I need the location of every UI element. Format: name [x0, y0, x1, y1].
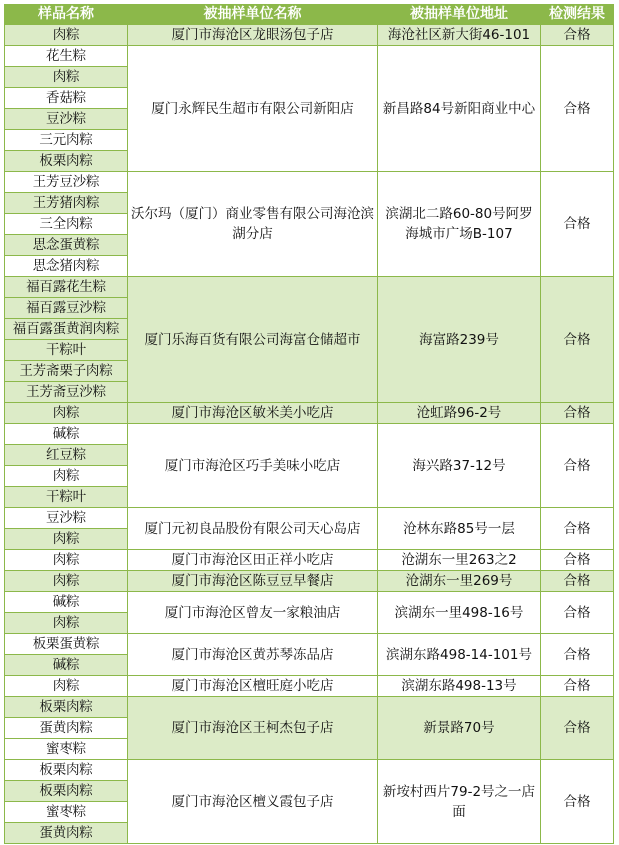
unit-address-cell: 沧虹路96-2号 — [378, 403, 541, 424]
result-cell: 合格 — [541, 550, 614, 571]
table-row — [5, 172, 614, 193]
result-cell: 合格 — [541, 634, 614, 676]
result-cell: 合格 — [541, 46, 614, 172]
table-row — [5, 25, 614, 46]
table-row — [5, 634, 614, 655]
unit-address-cell: 沧湖东一里263之2 — [378, 550, 541, 571]
unit-address-cell: 海兴路37-12号 — [378, 424, 541, 508]
sample-name-cell: 肉粽 — [5, 613, 128, 634]
table-body — [5, 25, 614, 844]
result-cell: 合格 — [541, 697, 614, 760]
sample-name-cell: 豆沙粽 — [5, 109, 128, 130]
unit-address-cell: 沧林东路85号一层 — [378, 508, 541, 550]
sample-name-cell: 豆沙粽 — [5, 508, 128, 529]
sample-name-cell: 干粽叶 — [5, 487, 128, 508]
sample-name-cell: 碱粽 — [5, 655, 128, 676]
unit-name-cell: 厦门市海沧区龙眼汤包子店 — [128, 25, 378, 46]
table-row — [5, 697, 614, 718]
unit-name-cell: 厦门市海沧区曾友一家粮油店 — [128, 592, 378, 634]
sample-name-cell: 板栗肉粽 — [5, 151, 128, 172]
table-row — [5, 46, 614, 67]
table-row — [5, 403, 614, 424]
sample-name-cell: 干粽叶 — [5, 340, 128, 361]
unit-address-cell: 滨湖东一里498-16号 — [378, 592, 541, 634]
inspection-table — [4, 4, 614, 844]
sample-name-cell: 三元肉粽 — [5, 130, 128, 151]
header-sample-name: 样品名称 — [5, 5, 128, 25]
result-cell: 合格 — [541, 277, 614, 403]
header-unit-address: 被抽样单位地址 — [378, 5, 541, 25]
result-cell: 合格 — [541, 571, 614, 592]
sample-name-cell: 福百露豆沙粽 — [5, 298, 128, 319]
result-cell: 合格 — [541, 592, 614, 634]
sample-name-cell: 思念猪肉粽 — [5, 256, 128, 277]
result-cell: 合格 — [541, 508, 614, 550]
sample-name-cell: 王芳斋栗子肉粽 — [5, 361, 128, 382]
unit-address-cell: 沧湖东一里269号 — [378, 571, 541, 592]
unit-name-cell: 厦门市海沧区陈豆豆早餐店 — [128, 571, 378, 592]
unit-address-cell: 滨湖北二路60-80号阿罗海城市广场B-107 — [378, 172, 541, 277]
sample-name-cell: 碱粽 — [5, 424, 128, 445]
sample-name-cell: 思念蛋黄粽 — [5, 235, 128, 256]
unit-name-cell: 厦门乐海百货有限公司海富仓储超市 — [128, 277, 378, 403]
sample-name-cell: 蛋黄肉粽 — [5, 718, 128, 739]
unit-name-cell: 厦门市海沧区巧手美味小吃店 — [128, 424, 378, 508]
sample-name-cell: 肉粽 — [5, 571, 128, 592]
sample-name-cell: 蜜枣粽 — [5, 802, 128, 823]
sample-name-cell: 蛋黄肉粽 — [5, 823, 128, 844]
unit-address-cell: 新昌路84号新阳商业中心 — [378, 46, 541, 172]
result-cell: 合格 — [541, 676, 614, 697]
sample-name-cell: 肉粽 — [5, 67, 128, 88]
sample-name-cell: 板栗蛋黄粽 — [5, 634, 128, 655]
table-row — [5, 508, 614, 529]
header-row — [5, 5, 614, 25]
sample-name-cell: 肉粽 — [5, 550, 128, 571]
table-row — [5, 592, 614, 613]
unit-name-cell: 厦门永辉民生超市有限公司新阳店 — [128, 46, 378, 172]
table-row — [5, 760, 614, 781]
unit-address-cell: 海富路239号 — [378, 277, 541, 403]
sample-name-cell: 花生粽 — [5, 46, 128, 67]
table-row — [5, 571, 614, 592]
header-result: 检测结果 — [541, 5, 614, 25]
sample-name-cell: 板栗肉粽 — [5, 781, 128, 802]
sample-name-cell: 王芳豆沙粽 — [5, 172, 128, 193]
sample-name-cell: 肉粽 — [5, 676, 128, 697]
unit-address-cell: 新垵村西片79-2号之一店面 — [378, 760, 541, 844]
sample-name-cell: 福百露花生粽 — [5, 277, 128, 298]
table-row — [5, 550, 614, 571]
sample-name-cell: 板栗肉粽 — [5, 760, 128, 781]
unit-address-cell: 新景路70号 — [378, 697, 541, 760]
sample-name-cell: 王芳斋豆沙粽 — [5, 382, 128, 403]
result-cell: 合格 — [541, 172, 614, 277]
sample-name-cell: 碱粽 — [5, 592, 128, 613]
sample-name-cell: 福百露蛋黄润肉粽 — [5, 319, 128, 340]
unit-name-cell: 厦门市海沧区敏米美小吃店 — [128, 403, 378, 424]
result-cell: 合格 — [541, 403, 614, 424]
sample-name-cell: 三全肉粽 — [5, 214, 128, 235]
table-row — [5, 676, 614, 697]
sample-name-cell: 蜜枣粽 — [5, 739, 128, 760]
unit-name-cell: 厦门市海沧区檀义霞包子店 — [128, 760, 378, 844]
unit-name-cell: 厦门市海沧区黄苏琴冻品店 — [128, 634, 378, 676]
unit-address-cell: 海沧社区新大街46-101 — [378, 25, 541, 46]
unit-address-cell: 滨湖东路498-13号 — [378, 676, 541, 697]
sample-name-cell: 香菇粽 — [5, 88, 128, 109]
unit-name-cell: 厦门市海沧区王柯杰包子店 — [128, 697, 378, 760]
sample-name-cell: 肉粽 — [5, 25, 128, 46]
unit-name-cell: 厦门市海沧区檀旺庭小吃店 — [128, 676, 378, 697]
result-cell: 合格 — [541, 25, 614, 46]
unit-name-cell: 沃尔玛（厦门）商业零售有限公司海沧滨湖分店 — [128, 172, 378, 277]
unit-name-cell: 厦门市海沧区田正祥小吃店 — [128, 550, 378, 571]
sample-name-cell: 红豆粽 — [5, 445, 128, 466]
table-row — [5, 277, 614, 298]
result-cell: 合格 — [541, 424, 614, 508]
sample-name-cell: 王芳猪肉粽 — [5, 193, 128, 214]
sample-name-cell: 板栗肉粽 — [5, 697, 128, 718]
sample-name-cell: 肉粽 — [5, 529, 128, 550]
unit-address-cell: 滨湖东路498-14-101号 — [378, 634, 541, 676]
result-cell: 合格 — [541, 760, 614, 844]
sample-name-cell: 肉粽 — [5, 403, 128, 424]
unit-name-cell: 厦门元初良品股份有限公司天心岛店 — [128, 508, 378, 550]
table-row — [5, 424, 614, 445]
sample-name-cell: 肉粽 — [5, 466, 128, 487]
header-unit-name: 被抽样单位名称 — [128, 5, 378, 25]
